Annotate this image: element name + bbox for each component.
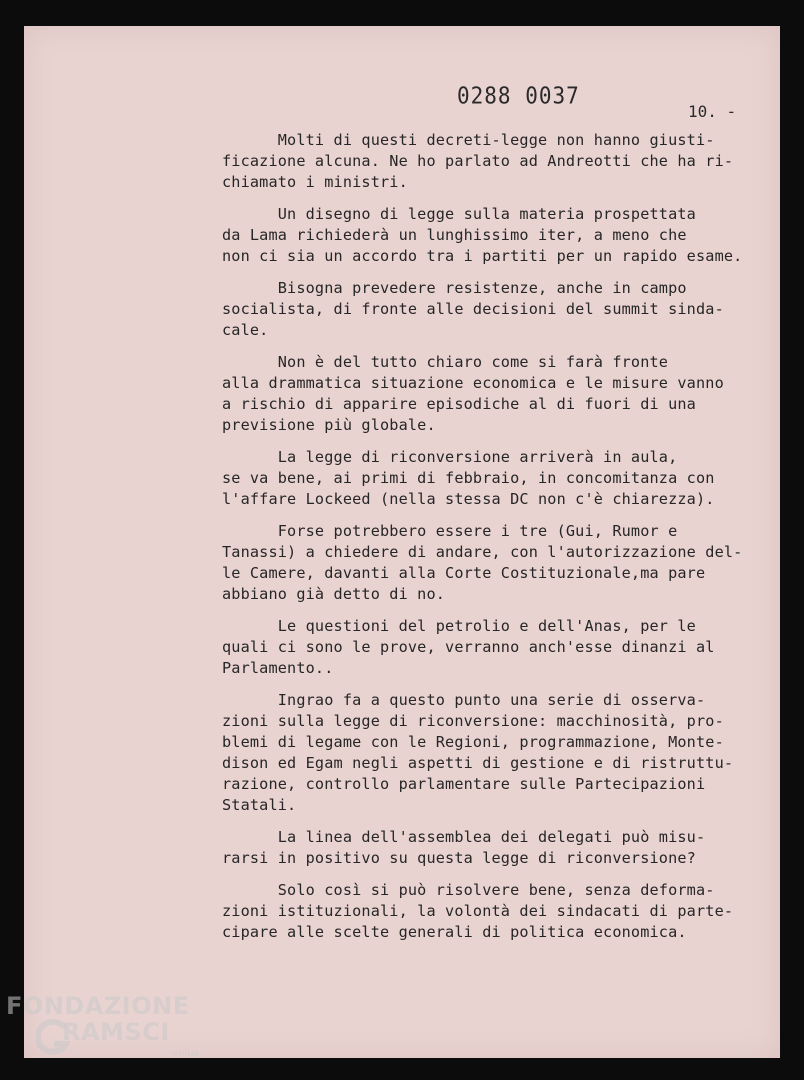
paragraph bbox=[222, 616, 772, 679]
text-line: Forse potrebbero essere i tre (Gui, Rumor e bbox=[222, 522, 678, 540]
fondazione-gramsci-watermark bbox=[6, 990, 206, 1070]
text-line: Tanassi) a chiedere di andare, con l'autorizzazione del- bbox=[222, 543, 743, 561]
text-line: Ingrao fa a questo punto una serie di osserva- bbox=[222, 691, 706, 709]
text-line: chiamato i ministri. bbox=[222, 173, 408, 191]
text-line: ficazione alcuna. Ne ho parlato ad Andreotti che ha ri- bbox=[222, 152, 734, 170]
paragraph bbox=[222, 690, 772, 816]
paragraph bbox=[222, 352, 772, 436]
paragraph bbox=[222, 827, 772, 869]
text-line: Molti di questi decreti-legge non hanno giusti- bbox=[222, 131, 715, 149]
text-line: le Camere, davanti alla Corte Costituzionale,ma pare bbox=[222, 564, 706, 582]
text-line: cale. bbox=[222, 321, 269, 339]
text-line: La legge di riconversione arriverà in aula, bbox=[222, 448, 678, 466]
watermark-line1: FONDAZIONE bbox=[6, 992, 190, 1020]
text-line: Un disegno di legge sulla materia prospettata bbox=[222, 205, 696, 223]
text-line: dison ed Egam negli aspetti di gestione e di ristruttu- bbox=[222, 754, 734, 772]
text-line: Parlamento.. bbox=[222, 659, 334, 677]
text-line: previsione più globale. bbox=[222, 416, 436, 434]
text-line: se va bene, ai primi di febbraio, in concomitanza con bbox=[222, 469, 715, 487]
paragraph bbox=[222, 880, 772, 943]
text-line: quali ci sono le prove, verranno anch'esse dinanzi al bbox=[222, 638, 715, 656]
text-line: razione, controllo parlamentare sulle Partecipazioni bbox=[222, 775, 706, 793]
text-line: blemi di legame con le Regioni, programmazione, Monte- bbox=[222, 733, 724, 751]
text-line: alla drammatica situazione economica e le misure vanno bbox=[222, 374, 724, 392]
text-line: Solo così si può risolvere bene, senza deforma- bbox=[222, 881, 715, 899]
watermark-line2: RAMSCI bbox=[62, 1018, 170, 1046]
text-line: rarsi in positivo su questa legge di riconversione? bbox=[222, 849, 696, 867]
text-line: l'affare Lockeed (nella stessa DC non c'è chiarezza). bbox=[222, 490, 715, 508]
text-line: abbiano già detto di no. bbox=[222, 585, 446, 603]
text-line: zioni istituzionali, la volontà dei sindacati di parte- bbox=[222, 902, 734, 920]
text-line: a rischio di apparire episodiche al di fuori di una bbox=[222, 395, 696, 413]
paragraph bbox=[222, 278, 772, 341]
text-line: da Lama richiederà un lunghissimo iter, a meno che bbox=[222, 226, 687, 244]
page-number: 10. - bbox=[688, 102, 737, 121]
text-line: cipare alle scelte generali di politica economica. bbox=[222, 923, 687, 941]
text-line: La linea dell'assemblea dei delegati può misu- bbox=[222, 828, 706, 846]
text-line: Bisogna prevedere resistenze, anche in campo bbox=[222, 279, 687, 297]
paragraph bbox=[222, 130, 772, 193]
paragraph bbox=[222, 521, 772, 605]
text-line: zioni sulla legge di riconversione: macchinosità, pro- bbox=[222, 712, 724, 730]
archive-code: 0288 0037 bbox=[457, 82, 580, 110]
document-body bbox=[222, 130, 772, 954]
watermark-onlus: onlus bbox=[172, 1048, 199, 1059]
text-line: socialista, di fronte alle decisioni del summit sinda- bbox=[222, 300, 724, 318]
paragraph bbox=[222, 447, 772, 510]
text-line: Le questioni del petrolio e dell'Anas, per le bbox=[222, 617, 696, 635]
text-line: Non è del tutto chiaro come si farà fronte bbox=[222, 353, 669, 371]
text-line: Statali. bbox=[222, 796, 297, 814]
paragraph bbox=[222, 204, 772, 267]
text-line: non ci sia un accordo tra i partiti per un rapido esame. bbox=[222, 247, 743, 265]
